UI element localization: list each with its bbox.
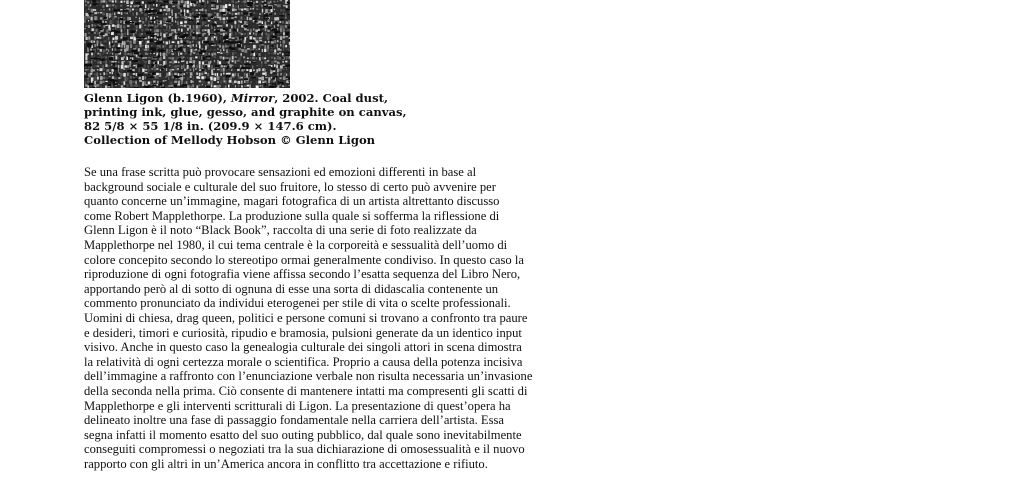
caption-after-title: , 2002. Coal dust, (274, 91, 388, 105)
paragraph-line: segna infatti il momento esatto del suo outing pubblico, dal quale sono inevitabilmente (84, 427, 522, 442)
paragraph-line: conseguiti compromessi o negoziati tra la sua dichiarazione di omosessualità e il nuovo (84, 442, 525, 457)
paragraph-line: Mapplethorpe nel 1980, il cui tema centrale è la corporeità e sessualità dell’uomo di (84, 237, 508, 252)
caption-title: Mirror (230, 91, 275, 105)
paragraph-line: apportando però al di sotto di ognuna di esse una sorta di didascalia contenente un (84, 281, 499, 296)
paragraph-line: Uomini di chiesa, drag queen, politici e persone comuni si trovano a confronto tra paure (84, 310, 528, 325)
paragraph-line: Glenn Ligon è il noto “Black Book”, raccolta di una serie di foto realizzate da (84, 223, 477, 238)
artwork-caption (84, 91, 524, 147)
paragraph-line: Mapplethorpe e gli interventi scritturali di Ligon. La presentazione di quest’opera ha (84, 398, 511, 413)
caption-line-1 (84, 91, 524, 105)
paragraph-line: commento pronunciato da individui eterogenei per stile di vita o scelte professionali. (84, 296, 511, 311)
paragraph-line: la relatività di ogni certezza morale o scientifica. Proprio a causa della potenza incisiva (84, 354, 523, 369)
paragraph-line: riproduzione di ogni fotografia viene affissa secondo l’esatta sequenza del Libro Nero, (84, 267, 521, 282)
article-paragraph (84, 165, 584, 471)
paragraph-line: dell’immagine a raffronto con l’enunciazione verbale non risulta necessaria un’invasione (84, 369, 533, 384)
paragraph-line: delineato inoltre una fase di passaggio fondamentale nella carriera dell’artista. Essa (84, 413, 504, 428)
paragraph-line: Se una frase scritta può provocare sensazioni ed emozioni differenti in base al (84, 165, 477, 179)
paragraph-line: e desideri, timori e curiosità, ripudio e bramosia, pulsioni generate da un identico input (84, 325, 522, 340)
caption-line-4: Collection of Mellody Hobson © Glenn Ligon (84, 133, 376, 147)
caption-line-3: 82 5/8 × 55 1/8 in. (209.9 × 147.6 cm). (84, 119, 337, 133)
paragraph-line: come Robert Mapplethorpe. La produzione sulla quale si sofferma la riflessione di (84, 208, 500, 223)
caption-line-2: printing ink, glue, gesso, and graphite on canvas, (84, 105, 407, 119)
artwork-image (84, 0, 290, 88)
paragraph-line: quanto concerne un’immagine, magari fotografica di un artista altrettanto discusso (84, 194, 500, 209)
paragraph-line: della seconda nella prima. Ciò consente di mantenere intatti ma compresenti gli scatti di (84, 383, 528, 398)
paragraph-line: colore concepito secondo lo stereotipo ormai generalmente condiviso. In questo caso la (84, 252, 524, 267)
caption-artist: Glenn Ligon (b.1960), (84, 91, 231, 105)
paragraph-line: rapporto con gli altri in un’America ancora in conflitto tra accettazione e rifiuto. (84, 456, 488, 471)
paragraph-line: visivo. Anche in questo caso la genealogia culturale dei singoli attori in scena dimostra (84, 340, 522, 355)
paragraph-line: background sociale e culturale del suo fruitore, lo stesso di certo può avvenire per (84, 179, 496, 194)
